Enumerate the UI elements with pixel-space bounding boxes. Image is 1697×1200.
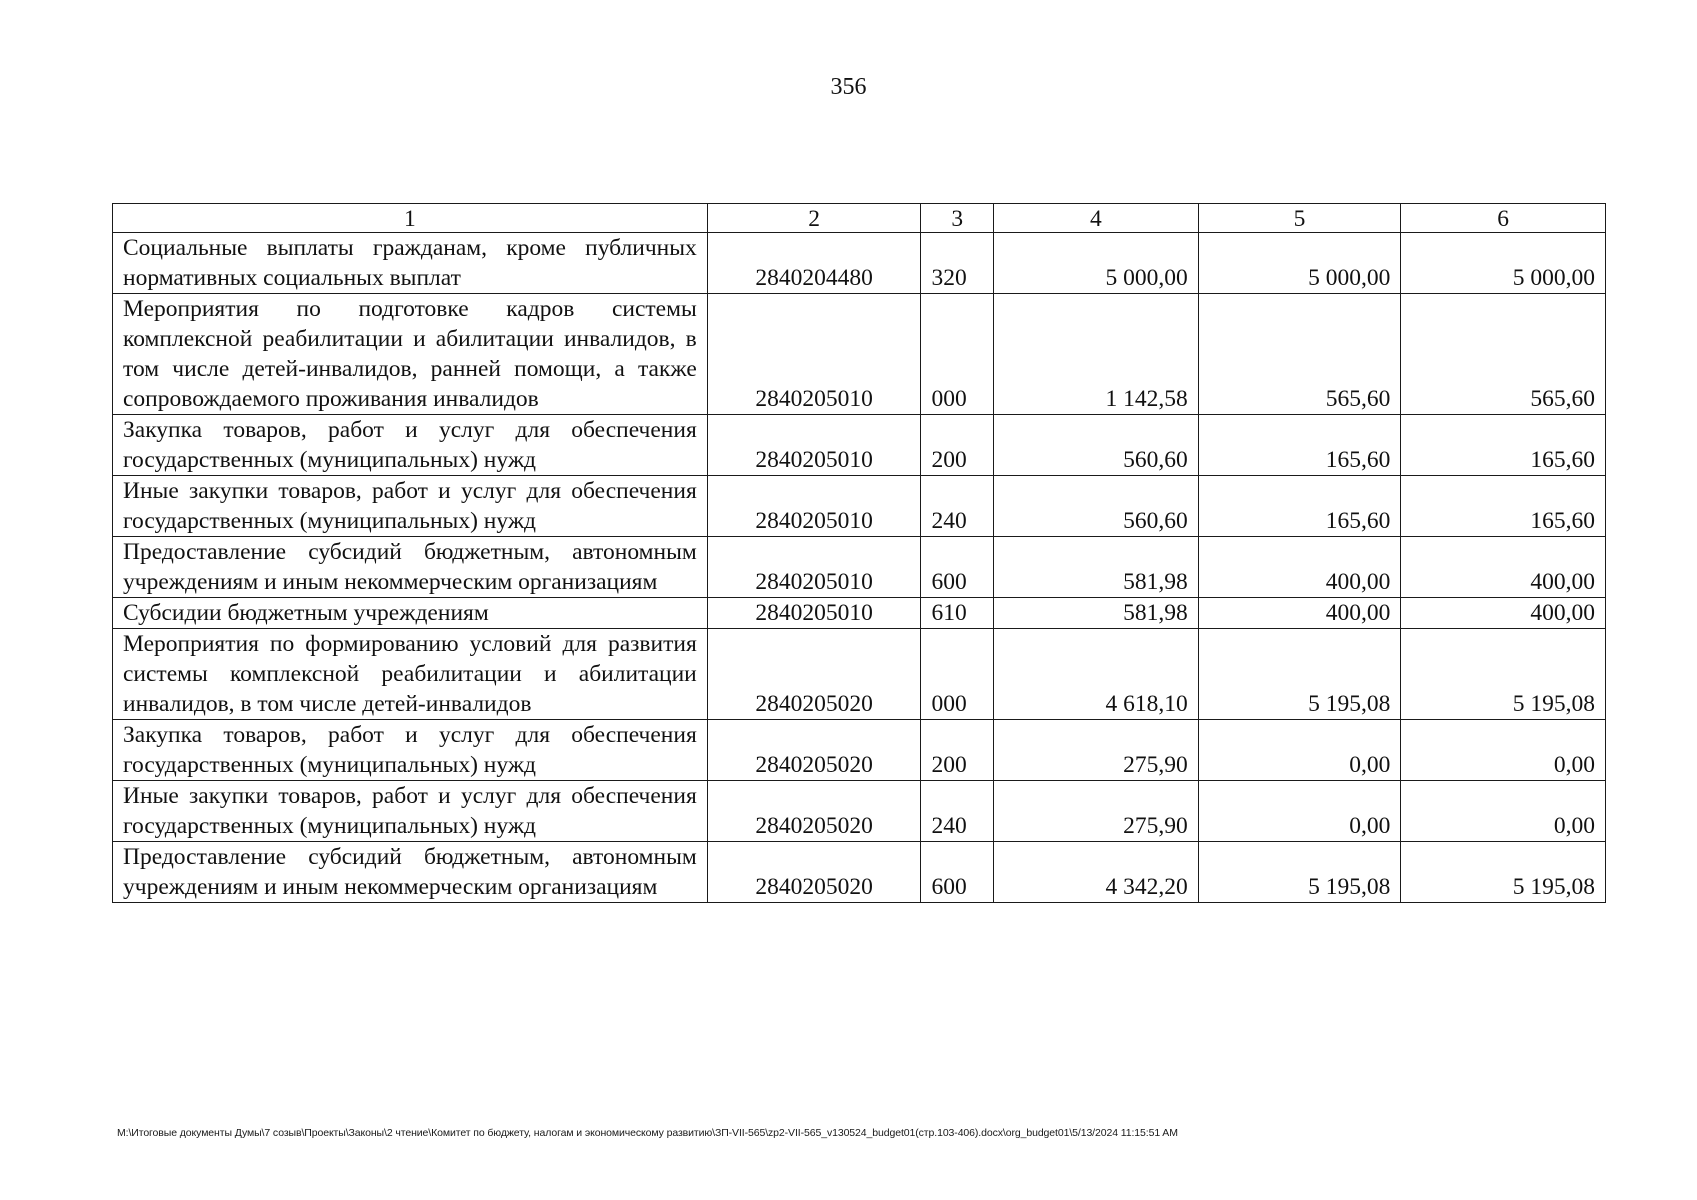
table-header-row [113,204,1606,233]
row-expense-type: 600 [921,537,994,598]
row-value-5: 165,60 [1198,476,1401,537]
row-expense-type: 600 [921,842,994,903]
row-code: 2840205010 [707,598,921,629]
table-row [113,598,1606,629]
row-value-5: 5 195,08 [1198,629,1401,720]
row-value-6: 0,00 [1401,720,1606,781]
row-expense-type: 610 [921,598,994,629]
table-row [113,629,1606,720]
row-code: 2840205020 [707,629,921,720]
column-header-4: 4 [994,204,1199,233]
row-value-6: 165,60 [1401,415,1606,476]
row-code: 2840205010 [707,415,921,476]
row-code: 2840205020 [707,781,921,842]
row-code: 2840204480 [707,233,921,294]
row-value-4: 581,98 [994,598,1199,629]
row-value-4: 4 342,20 [994,842,1199,903]
row-expense-type: 000 [921,294,994,415]
row-value-5: 5 000,00 [1198,233,1401,294]
row-name: Социальные выплаты гражданам, кроме публичных нормативных социальных выплат [113,233,708,294]
column-header-5: 5 [1198,204,1401,233]
row-value-4: 1 142,58 [994,294,1199,415]
row-value-6: 0,00 [1401,781,1606,842]
row-name: Мероприятия по формированию условий для развития системы комплексной реабилитации и абилитации инвалидов, в том числе детей-инвалидов [113,629,708,720]
table-row [113,842,1606,903]
row-value-4: 275,90 [994,781,1199,842]
row-value-4: 560,60 [994,476,1199,537]
column-header-1: 1 [113,204,708,233]
row-expense-type: 320 [921,233,994,294]
table-row [113,294,1606,415]
row-name: Иные закупки товаров, работ и услуг для обеспечения государственных (муниципальных) нужд [113,781,708,842]
page-number: 356 [830,74,867,100]
row-value-4: 275,90 [994,720,1199,781]
document-file-path: M:\Итоговые документы Думы\7 созыв\Проекты\Законы\2 чтение\Комитет по бюджету, налогам и экономическому развитию\ЗП-VII-565\zp2-VII-565_v130524_budget01(стр.103-406).docx\org_budget01\5/13/2024 11:15:51 AM [117,1127,1178,1139]
row-name: Предоставление субсидий бюджетным, автономным учреждениям и иным некоммерческим организациям [113,842,708,903]
table-row [113,415,1606,476]
row-value-4: 560,60 [994,415,1199,476]
row-value-4: 4 618,10 [994,629,1199,720]
row-code: 2840205010 [707,476,921,537]
row-name: Закупка товаров, работ и услуг для обеспечения государственных (муниципальных) нужд [113,720,708,781]
row-value-5: 400,00 [1198,598,1401,629]
row-value-5: 5 195,08 [1198,842,1401,903]
table-row [113,537,1606,598]
table-row [113,720,1606,781]
row-expense-type: 240 [921,476,994,537]
row-value-4: 5 000,00 [994,233,1199,294]
row-expense-type: 240 [921,781,994,842]
row-code: 2840205010 [707,294,921,415]
row-value-5: 0,00 [1198,781,1401,842]
table-row [113,476,1606,537]
row-name: Мероприятия по подготовке кадров системы комплексной реабилитации и абилитации инвалидов, в том числе детей-инвалидов, ранней помощи, а также сопровождаемого проживания инвалидов [113,294,708,415]
row-value-6: 5 195,08 [1401,629,1606,720]
row-code: 2840205010 [707,537,921,598]
row-name: Закупка товаров, работ и услуг для обеспечения государственных (муниципальных) нужд [113,415,708,476]
table-row [113,781,1606,842]
row-name: Предоставление субсидий бюджетным, автономным учреждениям и иным некоммерческим организациям [113,537,708,598]
row-value-5: 0,00 [1198,720,1401,781]
column-header-2: 2 [707,204,921,233]
budget-table [112,203,1606,903]
row-value-5: 165,60 [1198,415,1401,476]
table-row [113,233,1606,294]
row-value-4: 581,98 [994,537,1199,598]
column-header-6: 6 [1401,204,1606,233]
row-expense-type: 000 [921,629,994,720]
row-name: Иные закупки товаров, работ и услуг для обеспечения государственных (муниципальных) нужд [113,476,708,537]
row-code: 2840205020 [707,720,921,781]
row-value-5: 565,60 [1198,294,1401,415]
row-code: 2840205020 [707,842,921,903]
row-value-6: 400,00 [1401,537,1606,598]
row-value-6: 165,60 [1401,476,1606,537]
row-value-6: 5 000,00 [1401,233,1606,294]
row-value-6: 5 195,08 [1401,842,1606,903]
row-value-6: 400,00 [1401,598,1606,629]
row-name: Субсидии бюджетным учреждениям [113,598,708,629]
column-header-3: 3 [921,204,994,233]
row-value-6: 565,60 [1401,294,1606,415]
row-value-5: 400,00 [1198,537,1401,598]
row-expense-type: 200 [921,720,994,781]
row-expense-type: 200 [921,415,994,476]
